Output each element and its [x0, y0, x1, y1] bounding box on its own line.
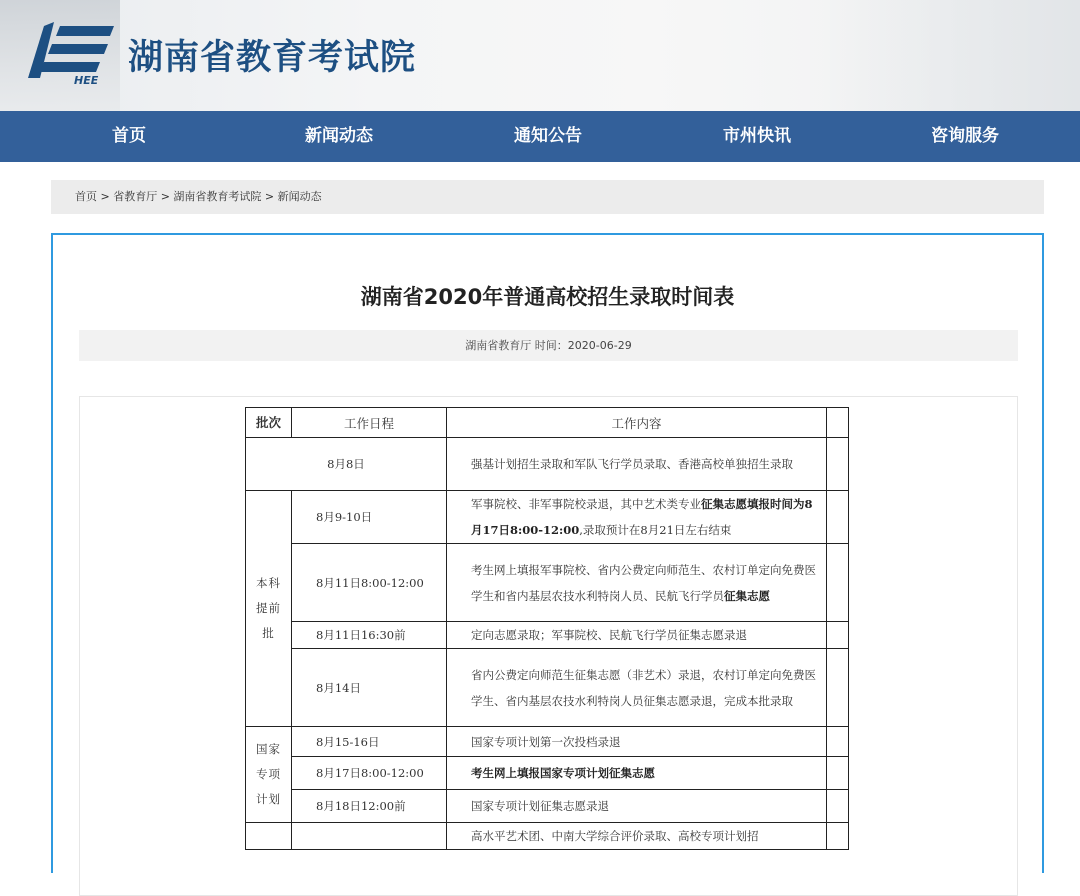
- table-row: [246, 438, 849, 491]
- cell-date: 8月9-10日: [292, 491, 447, 544]
- logo-text: HEE: [74, 74, 99, 87]
- article-meta: 湖南省教育厅 时间：2020-06-29: [79, 330, 1018, 361]
- cell-content: 国家专项计划征集志愿录退: [447, 790, 827, 823]
- batch-early: 本科提前批: [246, 491, 292, 727]
- table-row: [246, 544, 849, 622]
- article-title: 湖南省2020年普通高校招生录取时间表: [360, 285, 735, 309]
- nav-home[interactable]: 首页: [112, 126, 146, 146]
- article-panel: [51, 233, 1044, 873]
- header-background-right: [820, 0, 1080, 111]
- hee-logo-icon[interactable]: [24, 18, 116, 88]
- nav-consult[interactable]: 咨询服务: [931, 126, 999, 146]
- cell-date: 8月17日8:00-12:00: [292, 757, 447, 790]
- cell-content: 考生网上填报国家专项计划征集志愿: [447, 757, 827, 790]
- cell-date: 8月18日12:00前: [292, 790, 447, 823]
- table-header-row: [246, 408, 849, 438]
- table-row: [246, 649, 849, 727]
- nav-city-news[interactable]: 市州快讯: [723, 126, 791, 146]
- cell-content: 强基计划招生录取和军队飞行学员录取、香港高校单独招生录取: [447, 438, 827, 491]
- header-batch: 批次: [246, 408, 292, 438]
- nav-news[interactable]: 新闻动态: [305, 126, 373, 146]
- cell-content: 军事院校、非军事院校录退，其中艺术类专业征集志愿填报时间为8月17日8:00-12:00,录取预计在8月21日左右结束: [447, 491, 827, 544]
- cell-content: 定向志愿录取；军事院校、民航飞行学员征集志愿录退: [447, 622, 827, 649]
- cell-content: 国家专项计划第一次投档录退: [447, 727, 827, 757]
- table-row: [246, 790, 849, 823]
- cell-date: 8月14日: [292, 649, 447, 727]
- schedule-table: [245, 407, 849, 850]
- header-content: 工作内容: [447, 408, 827, 438]
- cell-content: 高水平艺术团、中南大学综合评价录取、高校专项计划招: [447, 823, 827, 850]
- cell-content: 省内公费定向师范生征集志愿（非艺术）录退，农村订单定向免费医学生、省内基层农技水利特岗人员征集志愿录退，完成本批录取: [447, 649, 827, 727]
- table-row: [246, 823, 849, 850]
- header-date: 工作日程: [292, 408, 447, 438]
- table-row: [246, 622, 849, 649]
- cell-date: 8月11日8:00-12:00: [292, 544, 447, 622]
- table-row: [246, 727, 849, 757]
- cell-date: [292, 823, 447, 850]
- cell-date: 8月11日16:30前: [292, 622, 447, 649]
- batch-national: 国家专项计划: [246, 727, 292, 823]
- table-row: [246, 491, 849, 544]
- breadcrumb[interactable]: 首页 > 省教育厅 > 湖南省教育考试院 > 新闻动态: [51, 180, 1044, 214]
- article-content: [79, 396, 1018, 896]
- cell-date: 8月15-16日: [292, 727, 447, 757]
- cell-date: 8月8日: [246, 438, 447, 491]
- site-title[interactable]: 湖南省教育考试院: [128, 38, 417, 78]
- site-header: [0, 0, 1080, 111]
- main-nav: [0, 111, 1080, 162]
- nav-notices[interactable]: 通知公告: [514, 126, 582, 146]
- cell-content: 考生网上填报军事院校、省内公费定向师范生、农村订单定向免费医学生和省内基层农技水利特岗人员、民航飞行学员征集志愿: [447, 544, 827, 622]
- table-row: [246, 757, 849, 790]
